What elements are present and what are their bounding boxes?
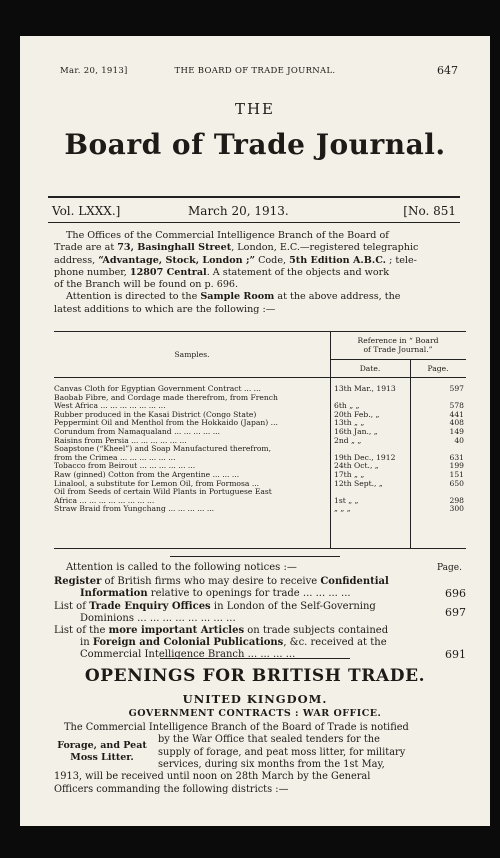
masthead-rule-bottom [48,222,460,223]
sample-page: 597 [449,384,464,393]
header-date: Mar. 20, 1913] [60,66,128,76]
sample-page: 149 [449,427,464,436]
sample-description: Peppermint Oil and Menthol from the Hokkaido (Japan) ... [54,419,278,428]
sample-description: Canvas Cloth for Egyptian Government Contract ... ... [54,385,261,393]
notices-section: Attention is called to the following notices :— Page. Register of British firms who may desire to receive Confidential Information relative to openings for trade ... ... ... ... 696 List of Trade Enquiry Offices in London of the Self-Governing Dominions ... ... ... ... ... ... ... ... 697 List of the more important Articles on trade subjects contained in Foreign and Colonial Publications, &c. received at the Commercial Intelligence Branch ... ... ... ... 691 [54,562,466,662]
notice-register: Register of British firms who may desire to receive Confidential Information relative to openings for trade ... ... ... ... 696 [54,576,466,601]
sample-date: 12th Sept., „ [334,478,383,488]
section-rule [170,556,340,557]
sample-date: 6th „ „ [334,401,360,411]
page-col-header: Page. [427,364,449,373]
notice-articles-page: 691 [445,648,466,662]
notices-page-label: Page. [437,563,462,573]
sample-date: 19th Dec., 1912 [334,452,396,462]
sample-page: 199 [449,461,464,471]
sample-page: 631 [449,452,464,462]
issue-date: March 20, 1913. [188,204,289,218]
sample-description: Soapstone (“Kheel”) and Soap Manufactured therefrom, from the Crimea ... ... ... ... ... ... [54,445,272,462]
sample-date: 13th „ „ [334,418,365,428]
sample-description: Baobab Fibre, and Cordage made therefrom, from French West Africa ... ... ... ... ... ... ... [54,393,278,411]
sample-page: 300 [449,504,464,514]
issue-number: [No. 851 [403,204,456,218]
journal-page [20,36,490,826]
sample-page: 578 [449,401,464,411]
openings-heading: OPENINGS FOR BRITISH TRADE. [84,666,426,686]
sample-date: 1st „ „ [334,495,359,505]
sample-date: 17th „ „ [334,470,365,479]
sample-date: 13th Mar., 1913 [334,384,396,393]
side-heading-forage: Forage, and Peat Moss Litter. [57,740,147,763]
header-page-number: 647 [437,64,458,77]
sample-description: Rubber produced in the Kasai District (Congo State) [54,410,257,419]
sample-page: 441 [449,409,464,419]
sample-description: Oil from Seeds of certain Wild Plants in Portuguese East Africa ... ... ... ... ... ... ... ... [54,488,272,505]
date-col-header: Date. [359,364,381,373]
intro-paragraph: The Offices of the Commercial Intelligence Branch of the Board of Trade are at 73, Basinghall Street, London, E.C.—registered telegraphic address, “Advantage, Stock, London ;” Code, 5th Edition A.B.C. ; tele- phone number, 12807 Central. A statement of the objects and work of the Branch will be found on p. 696. Attention is directed to the Sample Room at the above address, the latest additions to which are the following :— [54,230,419,315]
notice-trade-enquiry: List of Trade Enquiry Offices in London of the Self-Governing Dominions ... ... ... ... ... ... ... ... 697 [54,600,466,624]
sample-date: 20th Feb., „ [334,409,380,419]
notice-articles: List of the more important Articles on trade subjects contained in Foreign and Colonial Publications, &c. received at the Commercial Intelligence Branch ... ... ... ... 691 [54,625,466,662]
sample-page: 408 [449,418,464,428]
masthead-rule-top [48,196,460,198]
samples-table [54,331,466,549]
sample-description: Straw Braid from Yungchang ... ... ... ... ... [54,505,215,514]
sample-description: Tobacco from Beirout ... ... ... ... ... ... [54,462,196,471]
sample-description: Raw (ginned) Cotton from the Argentine ... ... ... [54,471,240,479]
sample-description: Corundum from Namaqualand ... ... ... ... ... [54,428,220,436]
sample-page: 650 [449,478,464,488]
notice-trade-enquiry-page: 697 [445,605,466,619]
sample-page: 298 [449,495,464,505]
sample-date: 2nd „ „ [334,435,362,445]
masthead-the: THE [234,100,276,118]
header-journal-title: THE BOARD OF TRADE JOURNAL. [174,66,336,76]
sample-date: 24th Oct., „ [334,461,379,471]
section-rule-2 [160,658,350,659]
issue-volume: Vol. LXXX.] [52,204,121,218]
sample-date: „ „ „ [334,504,351,514]
openings-body: The Commercial Intelligence Branch of the Board of Trade is notified Forage, and Peat Moss Litter. by the War Office that sealed tenders for the supply of forage, and peat moss litter, for military services, during six months from the 1st May, 1913, will be received until noon on 28th March by the General Officers commanding the following districts :— [54,722,409,795]
sample-date: 16th Jan., „ [334,427,378,436]
sample-page: 151 [449,470,464,479]
masthead-title: Board of Trade Journal. [64,128,446,161]
notice-register-page: 696 [445,587,466,601]
reference-col-header: Reference in “ Board of Trade Journal.” [357,336,439,354]
sample-description: Raisins from Persia ... ... ... ... ... ... [54,436,187,445]
contracts-subheading: GOVERNMENT CONTRACTS : WAR OFFICE. [128,708,382,719]
samples-col-header: Samples. [174,350,210,359]
region-heading: UNITED KINGDOM. [182,692,328,706]
sample-description: Linalool, a substitute for Lemon Oil, from Formosa ... [54,479,260,488]
sample-page: 40 [454,435,464,445]
